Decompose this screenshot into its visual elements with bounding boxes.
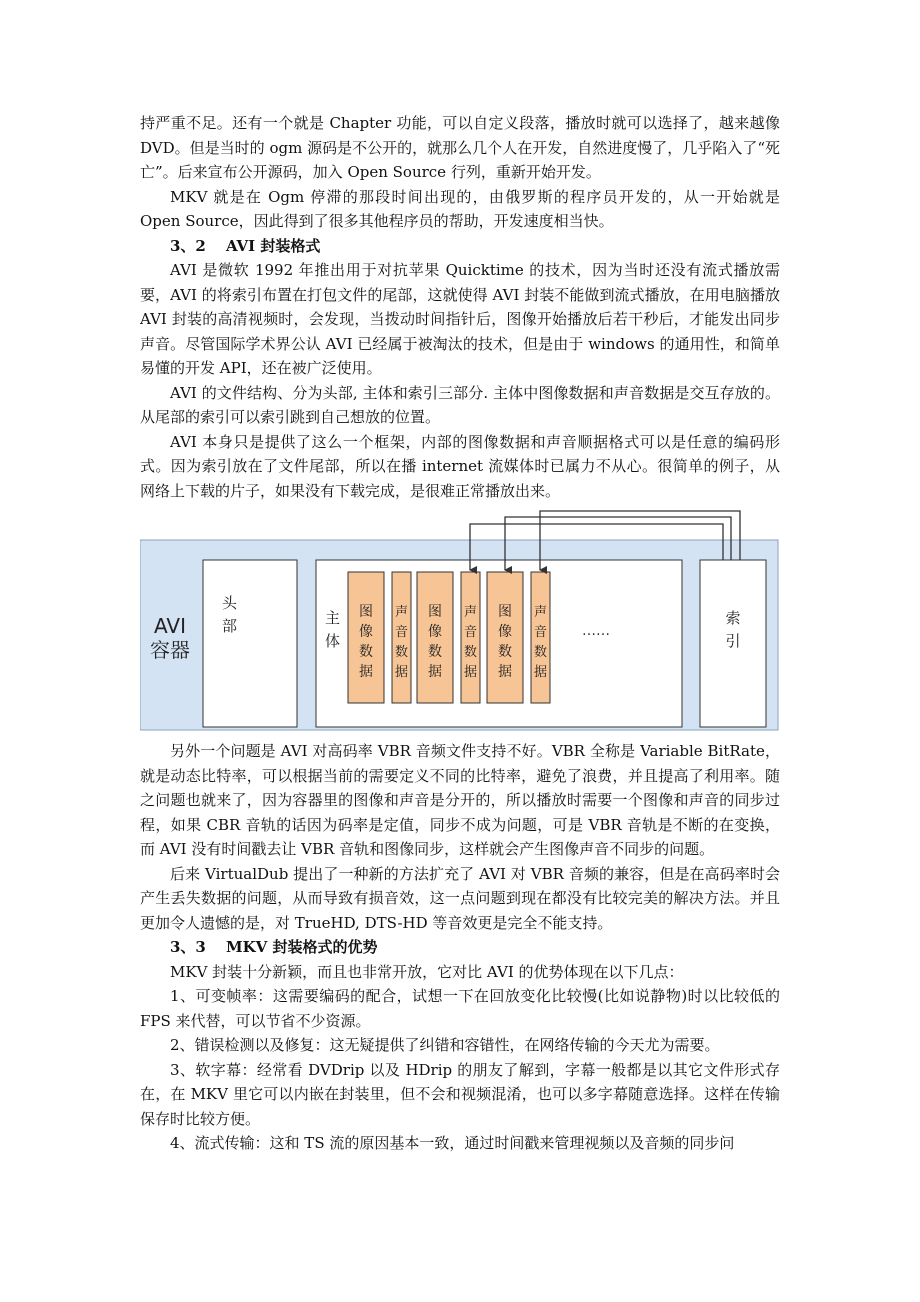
paragraph-mkv-point-3: 3、软字幕：经常看 DVDrip 以及 HDrip 的朋友了解到，字幕一般都是以其它文件形式存在，在 MKV 里它可以内嵌在封装里，但不会和视频混淆，也可以多字幕随意选择。这样在传输保存时比较方便。 <box>140 1060 780 1128</box>
svg-text:据: 据 <box>428 664 442 680</box>
paragraph-vbr-problem: 另外一个问题是 AVI 对高码率 VBR 音频文件支持不好。VBR 全称是 Variable BitRate，就是动态比特率，可以根据当前的需要定义不同的比特率，避免了浪费，并且提高了利用率。随之问题也就来了，因为容器里的图像和声音是分开的，所以播放时需要一个图像和声音的同步过程，如果 CBR 音轨的话因为码率是定值，同步不成为问题，可是 VBR 音轨是不断的在变换，而 AVI 没有时间戳去让 VBR 音轨和图像同步，这样就会产生图像声音不同步的问题。 <box>140 742 780 858</box>
svg-text:据: 据 <box>498 664 512 680</box>
body-label-1: 主 <box>325 609 341 627</box>
svg-text:据: 据 <box>394 665 409 680</box>
paragraph-mkv-point-1: 1、可变帧率：这需要编码的配合，试想一下在回放变化比较慢(比如说静物)时以比较低的 FPS 来代替，可以节省不少资源。 <box>140 987 780 1030</box>
svg-text:图: 图 <box>428 604 442 620</box>
paragraph-avi-structure: AVI 的文件结构、分为头部, 主体和索引三部分. 主体中图像数据和声音数据是交互存放的。从尾部的索引可以索引跳到自己想放的位置。 <box>140 383 781 426</box>
paragraph-mkv-origin: MKV 就是在 Ogm 停滞的那段时间出现的，由俄罗斯的程序员开发的，从一开始就是 Open Source，因此得到了很多其他程序员的帮助，开发速度相当快。 <box>140 187 780 230</box>
paragraph-avi-history: AVI 是微软 1992 年推出用于对抗苹果 Quicktime 的技术，因为当时还没有流式播放需要，AVI 的将索引布置在打包文件的尾部，这就使得 AVI 封装不能做到流式播放，在用电脑播放 AVI 封装的高清视频时，会发现，当拨动时间指针后，图像开始播放后若干秒后，才能发出同步声音。尽管国际学术界公认 AVI 已经属于被淘汰的技术，但是由于 windows 的通用性，和简单易懂的开发 API，还在被广泛使用。 <box>140 261 780 377</box>
svg-text:数: 数 <box>533 645 548 660</box>
svg-text:据: 据 <box>463 665 478 680</box>
svg-text:图: 图 <box>498 604 512 620</box>
header-label-2: 部 <box>222 617 238 635</box>
svg-text:像: 像 <box>428 624 442 640</box>
body-label-2: 体 <box>325 632 341 650</box>
paragraph-mkv-point-2: 2、错误检测以及修复：这无疑提供了纠错和容错性，在网络传输的今天尤为需要。 <box>170 1036 720 1054</box>
svg-text:数: 数 <box>463 645 478 660</box>
ellipsis: …… <box>582 623 610 639</box>
svg-text:声: 声 <box>463 605 478 620</box>
paragraph-mkv-point-4: 4、流式传输：这和 TS 流的原因基本一致，通过时间戳来管理视频以及音频的同步问 <box>170 1134 735 1152</box>
section-number: 3、2 <box>170 236 206 255</box>
svg-text:音: 音 <box>463 625 478 640</box>
section-heading-3-3 <box>140 935 780 960</box>
svg-text:数: 数 <box>394 645 409 660</box>
section-title: MKV 封装格式的优势 <box>226 938 378 956</box>
paragraph-ogm-continuation: 持严重不足。还有一个就是 Chapter 功能，可以自定义段落，播放时就可以选择了，越来越像 DVD。但是当时的 ogm 源码是不公开的，就那么几个人在开发，自然进度慢了，几乎陷入了“死亡”。后来宣布公开源码，加入 Open Source 行列，重新开始开发。 <box>140 114 780 181</box>
header-label-1: 头 <box>222 594 238 612</box>
paragraph-virtualdub: 后来 VirtualDub 提出了一种新的方法扩充了 AVI 对 VBR 音频的兼容，但是在高码率时会产生丢失数据的问题，从而导致有损音效，这一点问题到现在都没有比较完美的解决方法。并且更加令人遗憾的是，对 TrueHD, DTS-HD 等音效更是完全不能支持。 <box>140 864 780 932</box>
svg-text:声: 声 <box>533 605 548 620</box>
index-label-1: 索 <box>725 609 741 627</box>
svg-text:数: 数 <box>359 644 373 660</box>
svg-text:图: 图 <box>359 604 373 620</box>
paragraph-avi-framework: AVI 本身只是提供了这么一个框架，内部的图像数据和声音顺据格式可以是任意的编码形式。因为索引放在了文件尾部，所以在播 internet 流媒体时已属力不从心。很简单的例子，从网络上下载的片子，如果没有下载完成，是很难正常播放出来。 <box>140 432 780 500</box>
container-label-line1: AVI <box>154 614 186 638</box>
svg-text:数: 数 <box>498 644 512 660</box>
section-heading-3-2 <box>140 234 780 259</box>
svg-text:数: 数 <box>428 644 442 660</box>
text-block-bottom <box>140 739 780 1156</box>
header-box <box>203 560 297 727</box>
text-block-top <box>140 111 780 503</box>
index-label-2: 引 <box>725 632 741 650</box>
svg-text:据: 据 <box>533 665 548 680</box>
paragraph-mkv-intro: MKV 封装十分新颖，而且也非常开放，它对比 AVI 的优势体现在以下几点： <box>170 962 684 981</box>
svg-text:音: 音 <box>533 625 548 640</box>
svg-text:声: 声 <box>394 605 409 620</box>
svg-text:像: 像 <box>498 624 512 640</box>
svg-text:据: 据 <box>359 664 373 680</box>
container-label-line2: 容器 <box>150 638 190 662</box>
svg-text:像: 像 <box>359 624 373 640</box>
svg-text:音: 音 <box>394 625 409 640</box>
section-title: AVI 封装格式 <box>226 236 321 255</box>
avi-container-diagram <box>140 505 780 731</box>
section-number: 3、3 <box>170 938 206 956</box>
